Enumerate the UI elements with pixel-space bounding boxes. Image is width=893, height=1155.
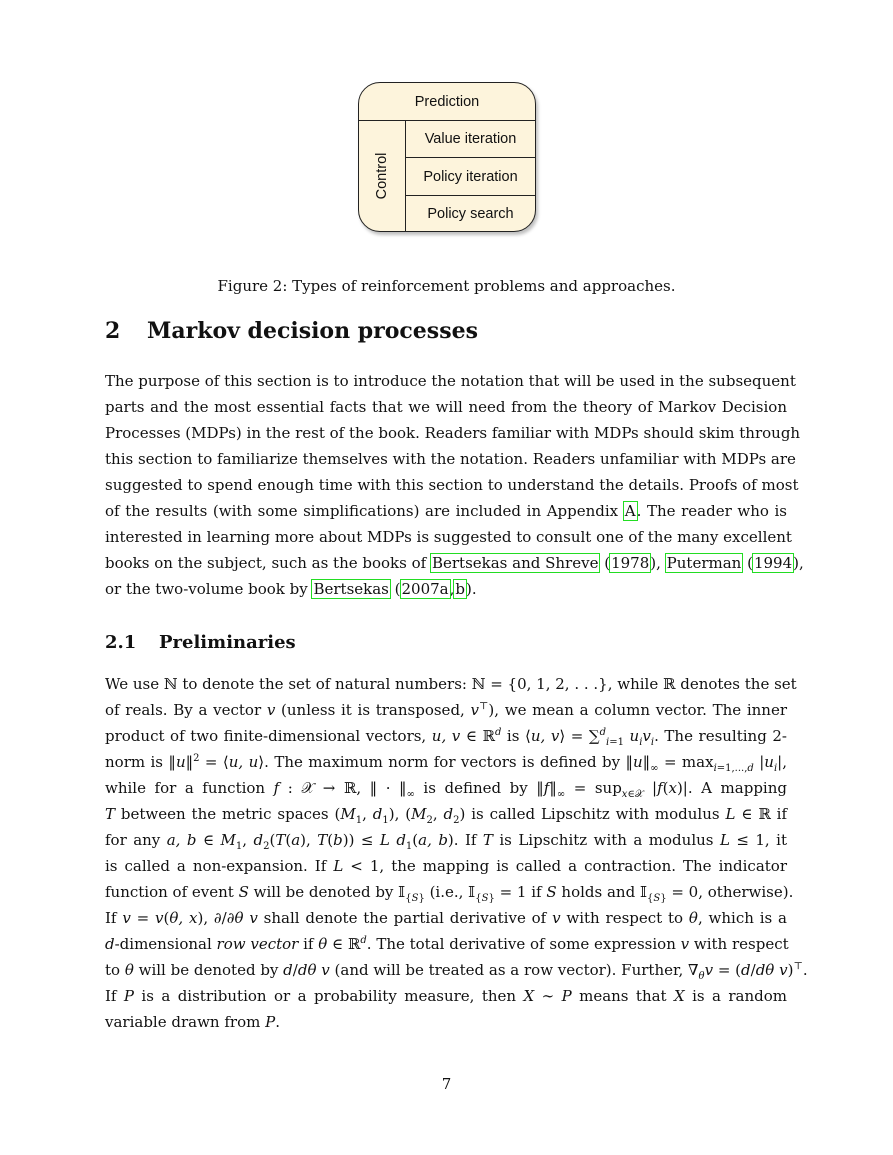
intro-paragraph [105,368,804,602]
text-line: to θ will be denoted by d/dθ v (and will be treated as a row vector). Further, $\nabla_\theta v = (d/d\theta$ v)⊤. [105,961,808,982]
citation-1994-link[interactable]: 1994 [753,554,793,572]
rl-types-diagram [358,82,536,232]
control-box [359,121,406,231]
value-iteration-box [406,121,535,158]
text-line: function of event S will be denoted by 𝕀$_{\{S\}}$ (i.e., 𝕀$_{\{S\}}$ = 1 if S holds and 𝕀$_{\{S\}}$ = 0, otherwise). [105,883,794,904]
preliminaries-paragraph [105,671,808,1035]
text-line: while for a function f : 𝒳 → ℝ, ‖ · $‖_\infty$ is defined by $‖f‖_\infty = sup_{x\in 𝒳}$ |f(x)|. A mapping [105,779,787,800]
appendix-a-link[interactable]: A [624,502,636,520]
citation-bertsekas-link[interactable]: Bertsekas [313,580,389,598]
text-line: We use ℕ to denote the set of natural numbers: ℕ = {0, 1, 2, . . .}, while ℝ denotes the set [105,675,797,693]
text-line: If v = v(θ, x), ∂/∂θ v shall denote the partial derivative of v with respect to θ, which is a [105,909,787,927]
policy-iteration-box [406,158,535,196]
text-line: of reals. By a vector v (unless it is transposed, v⊤), we mean a column vector. The inner [105,701,787,719]
page-number: 7 [441,1075,452,1093]
text-line: parts and the most essential facts that we will need from the theory of Markov Decision [105,398,787,416]
subsection-number: 2.1 [105,632,137,653]
text-line: of the results (with some simplifications) are included in Appendix A. The reader who is [105,502,787,520]
section-title: Markov decision processes [147,318,478,344]
citation-1978-link[interactable]: 1978 [611,554,650,572]
text-line: T between the metric spaces ($M_1$, $d_1$), ($M_2$, $d_2$) is called Lipschitz with modulus L ∈ ℝ if [105,805,788,826]
text-line: for any a, b ∈ $M_1$, $d_2(T(a)$, T(b)) ≤ L $d_1(a$, b). If T is Lipschitz with a modulus L ≤ 1, it [105,831,787,852]
subsection-heading [105,632,296,653]
text-line: Processes (MDPs) in the rest of the book. Readers familiar with MDPs should skim through [105,424,801,442]
text-line: interested in learning more about MDPs is suggested to consult one of the many excellent [105,528,792,546]
text-line: variable drawn from P. [105,1013,280,1031]
text-line: is called a non-expansion. If L < 1, the mapping is called a contraction. The indicator [105,857,788,875]
text-line: If P is a distribution or a probability measure, then X ∼ P means that X is a random [105,987,788,1005]
text-line: this section to familiarize themselves with the notation. Readers unfamiliar with MDPs are [105,450,796,468]
figure-caption: Figure 2: Types of reinforcement problems and approaches. [217,277,676,295]
text-line: The purpose of this section is to introduce the notation that will be used in the subsequent [105,372,796,390]
text-line: product of two finite-dimensional vectors, u, v ∈ ℝ$^d$ is ⟨u, v⟩ = ∑$^d_{i=1}$ $u_iv_i$. The resulting 2- [105,727,787,748]
section-number: 2 [105,318,121,344]
control-label: Control [374,152,390,200]
prediction-label: Prediction [414,93,480,110]
text-line: books on the subject, such as the books of Bertsekas and Shreve (1978), Puterman (1994), [105,554,804,572]
text-line: d-dimensional row vector if θ ∈ ℝ$^d$. The total derivative of some expression v with respect [105,935,789,953]
policy-search-label: Policy search [427,205,514,222]
policy-iteration-label: Policy iteration [423,168,518,185]
text-line: or the two-volume book by Bertsekas (2007a,b). [105,580,477,598]
citation-2007b-link[interactable]: b [455,580,466,598]
citation-puterman-link[interactable]: Puterman [666,554,742,572]
value-iteration-label: Value iteration [424,131,517,147]
text-line: suggested to spend enough time with this section to understand the details. Proofs of most [105,476,799,494]
section-heading [105,318,478,344]
citation-2007a-link[interactable]: 2007a [401,580,449,598]
text-line: norm is ‖u‖$^2$ = ⟨u, u⟩. The maximum norm for vectors is defined by $‖u‖_\infty = \max_{i=1,...,d} |u_i|$, [105,753,787,774]
policy-search-box [406,196,535,231]
subsection-title: Preliminaries [159,632,296,653]
prediction-box [359,83,535,121]
citation-bertsekas-shreve-link[interactable]: Bertsekas and Shreve [431,554,599,572]
